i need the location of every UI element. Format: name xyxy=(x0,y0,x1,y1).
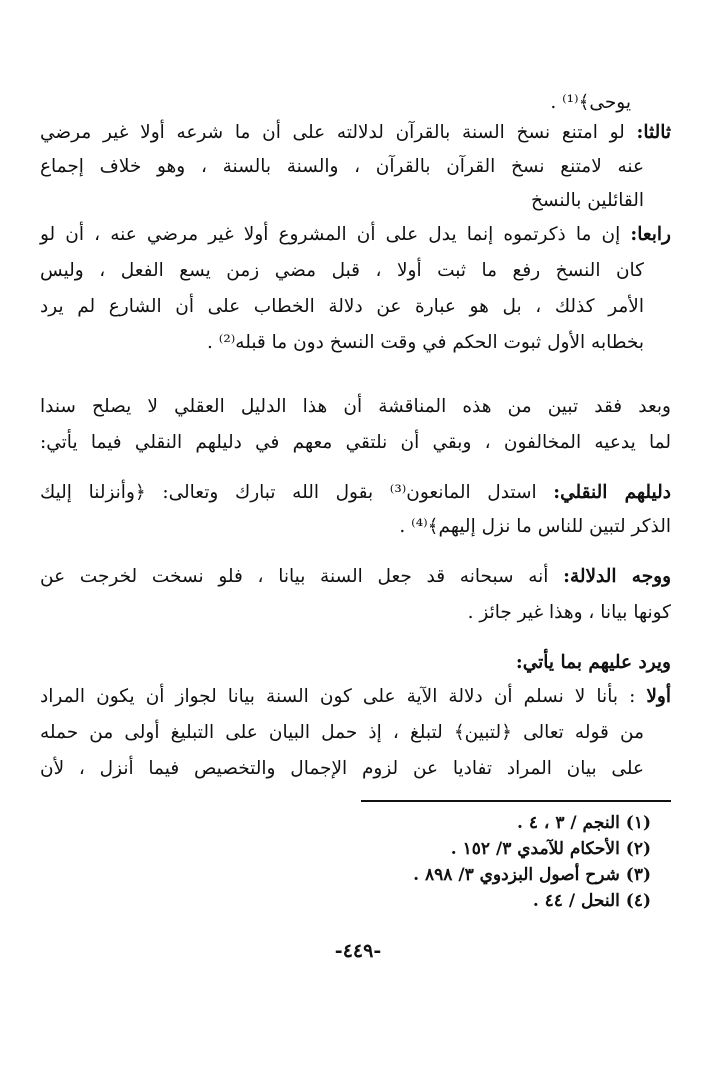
section-heading-rebuttal: ويرد عليهم بما يأتي: xyxy=(515,652,671,673)
text-line: الأمر كذلك ، بل هو عبارة عن دلالة الخطاب على أن الشارع لم يرد xyxy=(40,296,644,317)
text-line: رابعا: إن ما ذكرتموه إنما يدل على أن المشروع أولا غير مرضي عنه ، أن لو xyxy=(40,224,671,245)
section-lead-firstly: أولا xyxy=(646,686,671,707)
text-line: ووجه الدلالة: أنه سبحانه قد جعل السنة بيانا ، فلو نسخت لخرجت عن xyxy=(40,566,671,587)
section-lead-textual-evidence: دليلهم النقلي: xyxy=(553,482,671,503)
text-line: بخطابه الأول ثبوت الحكم في وقت النسخ دون ما قبله⁽²⁾ . xyxy=(207,332,644,353)
footnote: (١) النجم / ٣ ، ٤ . xyxy=(517,813,651,833)
page-number: -٤٤٩- xyxy=(334,940,382,962)
text-line: وبعد فقد تبين من هذه المناقشة أن هذا الدليل العقلي لا يصلح سندا xyxy=(40,396,671,417)
text-line: على بيان المراد تفاديا عن لزوم الإجمال والتخصيص فيما أنزل ، لأن xyxy=(40,758,644,779)
text-line: من قوله تعالى ﴿لتبين﴾ لتبلغ ، إذ حمل البيان على التبليغ أولى من حمله xyxy=(40,722,644,743)
section-lead-evidence-aspect: ووجه الدلالة: xyxy=(563,566,671,587)
footnote: (٣) شرح أصول البزدوي ٣/ ٨٩٨ . xyxy=(413,865,651,885)
text-line: يوحى﴾⁽¹⁾ . xyxy=(550,92,631,113)
footnote: (٤) النحل / ٤٤ . xyxy=(532,891,651,911)
text-line: القائلين بالنسخ xyxy=(530,190,644,211)
text-line: دليلهم النقلي: استدل المانعون⁽³⁾ بقول الله تبارك وتعالى: ﴿وأنزلنا إليك xyxy=(40,482,671,503)
section-lead-thirdly: ثالثا: xyxy=(636,122,671,143)
text-line: عنه لامتنع نسخ القرآن بالقرآن ، والسنة بالسنة ، وهو خلاف إجماع xyxy=(40,156,644,177)
footnote-separator xyxy=(361,800,671,802)
text-line: ثالثا: لو امتنع نسخ السنة بالقرآن لدلالته على أن ما شرعه أولا غير مرضي xyxy=(40,122,671,143)
text-line: كونها بيانا ، وهذا غير جائز . xyxy=(467,602,671,623)
text-line: كان النسخ رفع ما ثبت أولا ، قبل مضي زمن يسع الفعل ، وليس xyxy=(40,260,644,281)
text-line: لما يدعيه المخالفون ، وبقي أن نلتقي معهم في دليلهم النقلي فيما يأتي: xyxy=(40,432,671,453)
footnote: (٢) الأحكام للآمدي ٣/ ١٥٢ . xyxy=(450,839,651,859)
text-line: أولا : بأنا لا نسلم أن دلالة الآية على كون السنة بيانا لجواز أن يكون المراد xyxy=(40,686,671,707)
section-lead-fourthly: رابعا: xyxy=(630,224,671,245)
text-line: الذكر لتبين للناس ما نزل إليهم﴾⁽⁴⁾ . xyxy=(399,516,671,537)
